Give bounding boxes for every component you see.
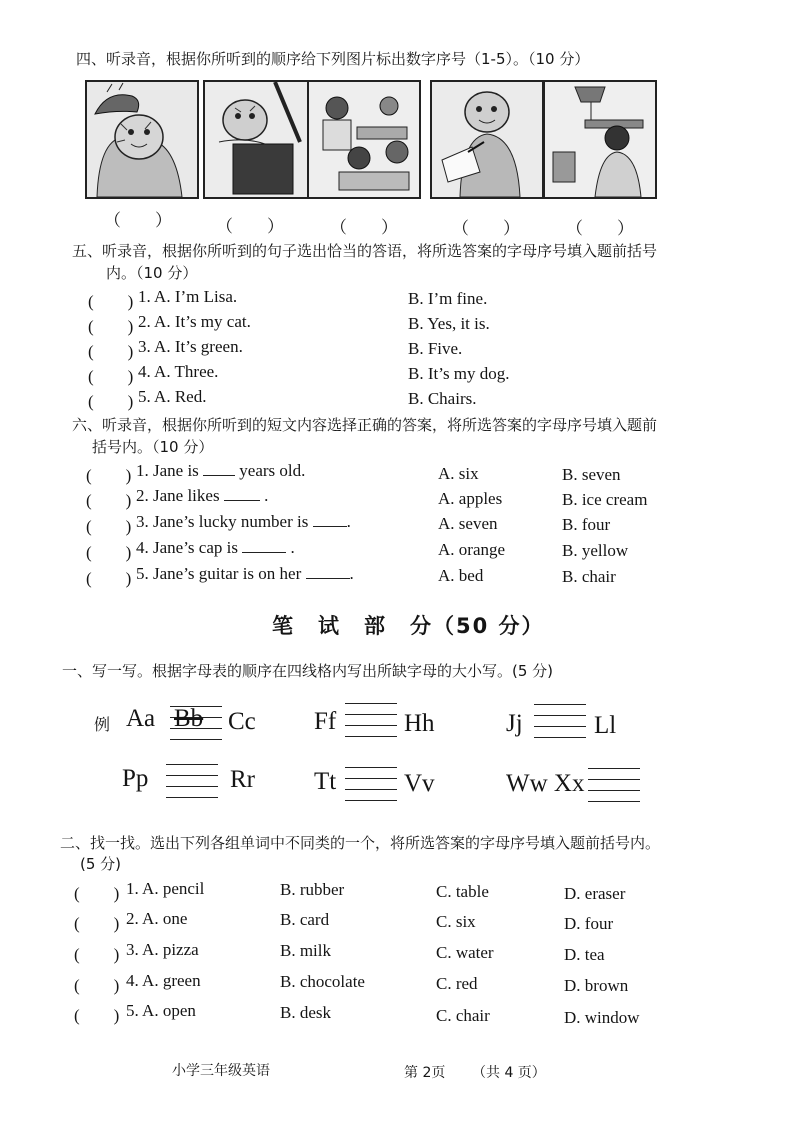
s6-q5-blank[interactable] [306, 565, 350, 579]
written2-heading-line2: (5 分) [80, 855, 122, 873]
letter-aa: Aa [126, 705, 156, 732]
s6-q5-option-a: A. bed [438, 566, 484, 585]
s6-q2-option-a: A. apples [438, 489, 503, 508]
w2-q3-option-c: C. water [436, 943, 494, 962]
w2-q5-option-b: B. desk [280, 1003, 331, 1022]
s5-q2-bracket[interactable]: ( ) [88, 317, 134, 336]
section5-heading-line2: 内。（10 分） [106, 264, 198, 282]
s5-q5-bracket[interactable]: ( ) [88, 392, 134, 411]
s6-q5-stem-pre: 5. Jane’s guitar is on her [136, 564, 302, 583]
s6-q5-bracket[interactable]: ( ) [86, 569, 132, 588]
letter-tt: Tt [314, 768, 337, 795]
s5-q5-option-b: B. Chairs. [408, 389, 477, 408]
written-part-title: 笔 试 部 分（50 分） [272, 614, 545, 638]
w2-q1-option-a: 1. A. pencil [126, 879, 205, 898]
s5-q1-bracket[interactable]: ( ) [88, 292, 134, 311]
w2-q1-bracket[interactable]: ( ) [74, 884, 120, 903]
w2-q1-option-c: C. table [436, 882, 489, 901]
w2-q4-option-d: D. brown [564, 976, 629, 995]
s6-q1-stem-pre: 1. Jane is [136, 461, 199, 480]
footer-total-pages: （共 4 页） [472, 1065, 546, 1081]
s6-q1-bracket[interactable]: ( ) [86, 466, 132, 485]
s5-q4-option-a: 4. A. Three. [138, 362, 219, 381]
tiger-icon [87, 82, 197, 197]
written1-heading: 一、写一写。根据字母表的顺序在四线格内写出所缺字母的大小写。(5 分) [62, 662, 554, 680]
w2-q5-option-c: C. chair [436, 1006, 490, 1025]
letter-bb-example: Bb [174, 705, 204, 732]
s5-q1-option-a: 1. A. I’m Lisa. [138, 287, 238, 306]
s6-q4-option-b: B. yellow [562, 541, 629, 560]
s6-q4-blank[interactable] [242, 539, 286, 553]
s6-q4-stem-pre: 4. Jane’s cap is [136, 538, 238, 557]
s6-q3-blank[interactable] [313, 513, 347, 527]
w2-q5-option-a: 5. A. open [126, 1001, 196, 1020]
s6-q2-stem [136, 486, 268, 506]
s6-q5-option-b: B. chair [562, 567, 616, 586]
letter-ff: Ff [314, 708, 337, 735]
s5-q2-option-b: B. Yes, it is. [408, 314, 490, 333]
s6-q1-stem-post: years old. [235, 461, 306, 480]
s6-q2-bracket[interactable]: ( ) [86, 491, 132, 510]
w2-q3-option-b: B. milk [280, 941, 332, 960]
w2-q4-option-c: C. red [436, 974, 478, 993]
letter-cc: Cc [228, 708, 256, 735]
footer-page-number: 第 2页 [404, 1065, 446, 1081]
s5-q3-bracket[interactable]: ( ) [88, 342, 134, 361]
picture-4-tiger-writing [430, 80, 544, 199]
s6-q2-blank[interactable] [224, 487, 260, 501]
w2-q2-option-b: B. card [280, 910, 330, 929]
section6-heading-line2: 括号内。（10 分） [92, 438, 214, 456]
picture-3-children-in-classroom [307, 80, 421, 199]
w2-q1-option-b: B. rubber [280, 880, 345, 899]
letter-hh: Hh [404, 710, 435, 737]
four-lines-qq[interactable] [166, 764, 218, 800]
letter-vv: Vv [404, 770, 435, 797]
picture-1-answer-bracket[interactable]: （ ） [104, 211, 172, 230]
s5-q4-bracket[interactable]: ( ) [88, 367, 134, 386]
w2-q4-option-a: 4. A. green [126, 971, 201, 990]
w2-q3-bracket[interactable]: ( ) [74, 945, 120, 964]
w2-q3-option-d: D. tea [564, 945, 605, 964]
picture-4-answer-bracket[interactable]: （ ） [452, 219, 520, 238]
w2-q2-bracket[interactable]: ( ) [74, 914, 120, 933]
tiger-desk-icon [205, 82, 315, 197]
children-icon [309, 82, 419, 197]
s6-q1-stem [136, 461, 305, 481]
four-lines-kk[interactable] [534, 704, 586, 740]
section4-heading: 四、听录音，根据你所听到的顺序给下列图片标出数字序号（1-5）。（10 分） [76, 50, 590, 68]
w2-q2-option-c: C. six [436, 912, 476, 931]
w2-q3-option-a: 3. A. pizza [126, 940, 199, 959]
w2-q5-bracket[interactable]: ( ) [74, 1006, 120, 1025]
s6-q1-blank[interactable] [203, 462, 235, 476]
w2-q2-option-a: 2. A. one [126, 909, 188, 928]
s6-q3-option-a: A. seven [438, 514, 498, 533]
s6-q5-stem [136, 564, 354, 584]
s6-q1-option-b: B. seven [562, 465, 621, 484]
section5-heading-line1: 五、听录音，根据你所听到的句子选出恰当的答语，将所选答案的字母序号填入题前括号 [72, 242, 658, 260]
letter-rr: Rr [230, 766, 255, 793]
four-lines-yy[interactable] [588, 768, 640, 804]
s6-q4-bracket[interactable]: ( ) [86, 543, 132, 562]
picture-3-answer-bracket[interactable]: （ ） [330, 218, 398, 237]
s6-q3-stem-pre: 3. Jane’s lucky number is [136, 512, 309, 531]
w2-q5-option-d: D. window [564, 1008, 640, 1027]
girl-lamp-icon [545, 82, 655, 197]
s6-q2-stem-post: . [259, 486, 269, 505]
letter-pp: Pp [122, 765, 149, 792]
s5-q2-option-a: 2. A. It’s my cat. [138, 312, 251, 331]
picture-5-girl-with-lamp [543, 80, 657, 199]
w2-q1-option-d: D. eraser [564, 884, 626, 903]
letter-jj: Jj [506, 710, 523, 737]
s6-q2-option-b: B. ice cream [562, 490, 648, 509]
s6-q3-bracket[interactable]: ( ) [86, 517, 132, 536]
s6-q4-option-a: A. orange [438, 540, 506, 559]
picture-1-tiger-with-helmet [85, 80, 199, 199]
s5-q1-option-b: B. I’m fine. [408, 289, 488, 308]
s6-q1-option-a: A. six [438, 464, 479, 483]
example-label: 例 [94, 715, 111, 734]
s6-q4-stem [136, 538, 295, 558]
four-lines-uu[interactable] [345, 767, 397, 803]
picture-5-answer-bracket[interactable]: （ ） [566, 219, 634, 238]
s5-q4-option-b: B. It’s my dog. [408, 364, 510, 383]
picture-2-answer-bracket[interactable]: （ ） [216, 217, 284, 236]
letter-ww-xx: Ww Xx [506, 770, 585, 797]
footer-subject: 小学三年级英语 [172, 1063, 270, 1079]
s5-q5-option-a: 5. A. Red. [138, 387, 207, 406]
s6-q3-stem-post: . [346, 512, 351, 531]
s6-q3-stem [136, 512, 351, 532]
s6-q3-option-b: B. four [562, 515, 611, 534]
tiger-writing-icon [432, 82, 542, 197]
s5-q3-option-a: 3. A. It’s green. [138, 337, 243, 356]
s5-q3-option-b: B. Five. [408, 339, 463, 358]
picture-2-tiger-at-desk [203, 80, 317, 199]
w2-q4-option-b: B. chocolate [280, 972, 365, 991]
written2-heading-line1: 二、找一找。选出下列各组单词中不同类的一个，将所选答案的字母序号填入题前括号内。 [60, 834, 661, 852]
w2-q4-bracket[interactable]: ( ) [74, 976, 120, 995]
s6-q5-stem-post: . [349, 564, 354, 583]
four-lines-gg[interactable] [345, 703, 397, 739]
section6-heading-line1: 六、听录音，根据你所听到的短文内容选择正确的答案，将所选答案的字母序号填入题前 [72, 416, 658, 434]
w2-q2-option-d: D. four [564, 914, 614, 933]
s6-q4-stem-post: . [286, 538, 295, 557]
s6-q2-stem-pre: 2. Jane likes [136, 486, 220, 505]
letter-ll: Ll [594, 712, 617, 739]
